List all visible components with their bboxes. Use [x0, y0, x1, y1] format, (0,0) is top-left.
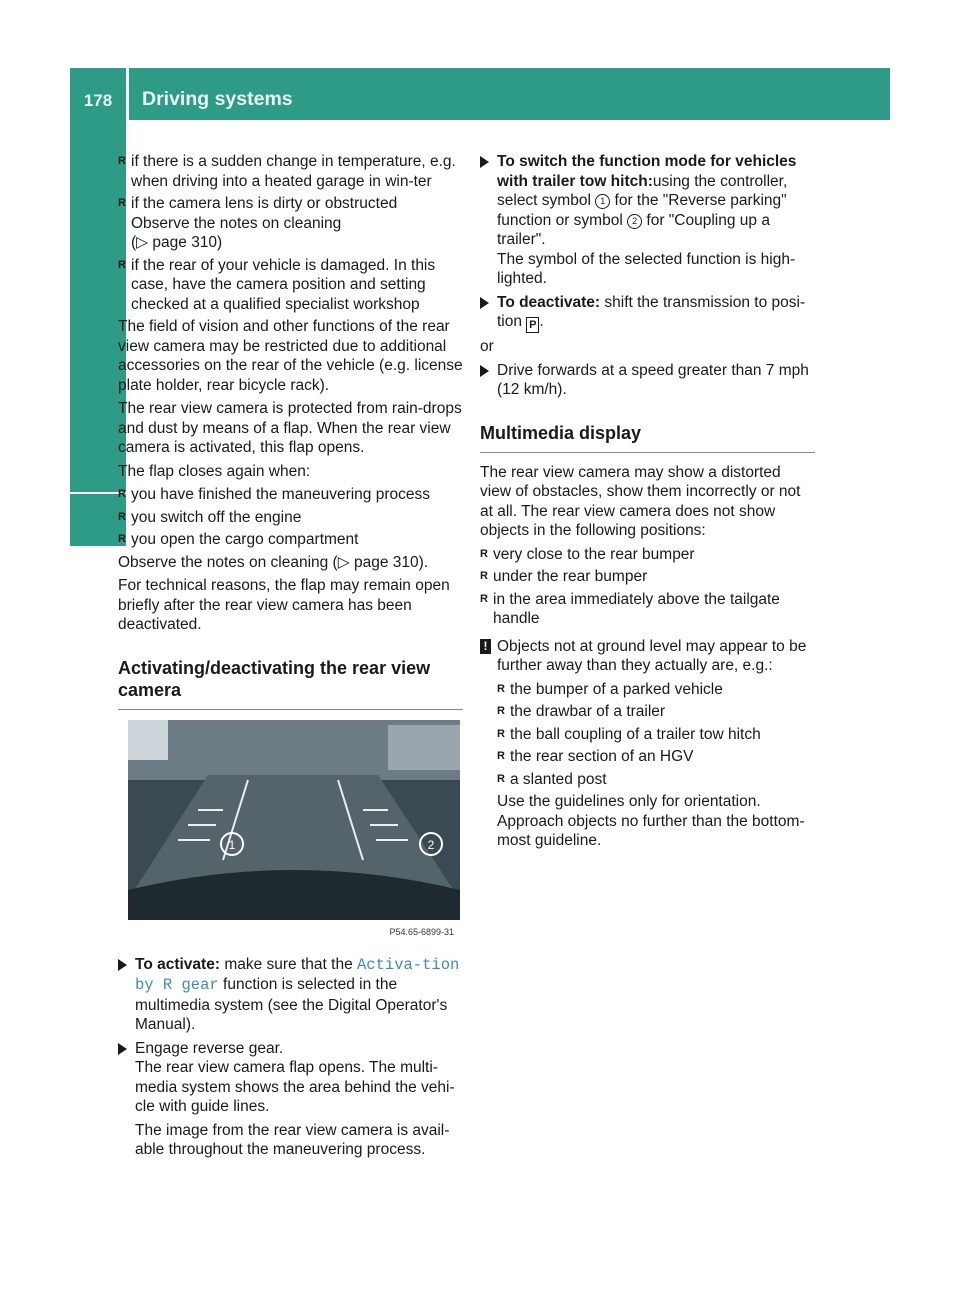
cleaning-note: Observe the notes on cleaning: [131, 214, 342, 232]
symbol-2-icon: 2: [627, 214, 642, 229]
instruction-step: To activate: make sure that the Activa-tion by R gear function is selected in the multimedia system (see the Digital Operator's Manual).: [118, 955, 463, 1035]
paragraph: For technical reasons, the flap may remain open briefly after the rear view camera has been deactivated.: [118, 577, 450, 633]
list-item: R you have finished the maneuvering process: [118, 485, 463, 505]
paragraph: The image from the rear view camera is avail-able throughout the maneuvering process.: [135, 1121, 450, 1158]
section-heading: Activating/deactivating the rear view camera: [118, 657, 463, 710]
warning-note: ! Objects not at ground level may appear to be further away than they actually are, e.g.:: [480, 637, 815, 676]
paragraph: The rear view camera may show a distorted view of obstacles, show them incorrectly or not at all. The rear view camera does not show objects in the following positions:: [480, 463, 801, 539]
step-arrow-icon: [480, 297, 489, 309]
list-item: R the ball coupling of a trailer tow hitch: [497, 725, 815, 745]
section-heading: Multimedia display: [480, 422, 815, 453]
page-ref-arrow-icon: ▷: [136, 234, 149, 251]
page-number: 178: [83, 90, 113, 110]
page-reference[interactable]: page 310): [152, 234, 223, 251]
paragraph: The field of vision and other functions of the rear view camera may be restricted due to additional accessories on the rear of the vehicle (e.g. license plate holder, rear bicycle rack).: [118, 318, 463, 394]
list-item: R the drawbar of a trailer: [497, 702, 815, 722]
image-code: P54.65-6899-31: [389, 926, 454, 937]
header-divider: [126, 68, 129, 120]
instruction-step: To switch the function mode for vehicles with trailer tow hitch:using the controller, select symbol 1 for the "Reverse parking" function or symbol 2 for "Coupling up a trailer". The symbol of the selected function is high-lighted.: [480, 152, 815, 289]
step-arrow-icon: [480, 365, 489, 377]
instruction-step: Drive forwards at a speed greater than 7 mph (12 km/h).: [480, 361, 815, 400]
right-column: [480, 152, 815, 855]
list-item: R the rear section of an HGV: [497, 747, 815, 767]
symbol-1-icon: 1: [595, 194, 610, 209]
menu-function-name: Activa-tion by R gear: [135, 955, 460, 994]
section-title: Driving systems: [142, 87, 293, 110]
step-arrow-icon: [480, 156, 489, 168]
list-item: R in the area immediately above the tailgate handle: [480, 590, 815, 629]
list-item: R if the camera lens is dirty or obstructed Observe the notes on cleaning (▷ page 310): [118, 194, 463, 253]
camera-image: [128, 720, 460, 943]
gear-p-icon: P: [526, 317, 539, 333]
list-item: R under the rear bumper: [480, 567, 815, 587]
instruction-step: To deactivate: shift the transmission to posi-tion P .: [480, 293, 815, 334]
instruction-step: Engage reverse gear. The rear view camera flap opens. The multi-media system shows the area behind the vehi-cle with guide lines.: [118, 1039, 463, 1117]
list-item: R you switch off the engine: [118, 508, 463, 528]
list-item: R if there is a sudden change in temperature, e.g. when driving into a heated garage in win-ter: [118, 152, 463, 191]
side-tab-label: Driving and parking: [86, 207, 110, 405]
svg-text:2: 2: [427, 837, 435, 852]
paragraph: Use the guidelines only for orientation. Approach objects no further than the bottom-most guideline.: [497, 793, 805, 849]
rear-camera-view-illustration: [128, 720, 460, 943]
list-item: R if the rear of your vehicle is damaged. In this case, have the camera position and setting checked at a qualified specialist workshop: [118, 256, 463, 315]
paragraph: The rear view camera is protected from rain-drops and dust by means of a flap. When the rear view camera is activated, this flap opens.: [118, 400, 462, 456]
or-text: or: [480, 338, 494, 355]
list-item: R a slanted post: [497, 770, 815, 790]
warning-icon: !: [480, 639, 491, 654]
paragraph: The flap closes again when:: [118, 462, 311, 480]
paragraph: Observe the notes on cleaning (▷ page 310).: [118, 553, 429, 571]
page-reference[interactable]: page 310).: [353, 553, 429, 571]
page-ref-arrow-icon: ▷: [337, 553, 350, 571]
list-item: R you open the cargo compartment: [118, 530, 463, 550]
list-item: R very close to the rear bumper: [480, 545, 815, 565]
left-column: [118, 152, 463, 1164]
step-arrow-icon: [118, 959, 127, 971]
warning-list: [480, 680, 815, 790]
step-arrow-icon: [118, 1043, 127, 1055]
svg-text:1: 1: [228, 837, 236, 852]
list-item: R the bumper of a parked vehicle: [497, 680, 815, 700]
